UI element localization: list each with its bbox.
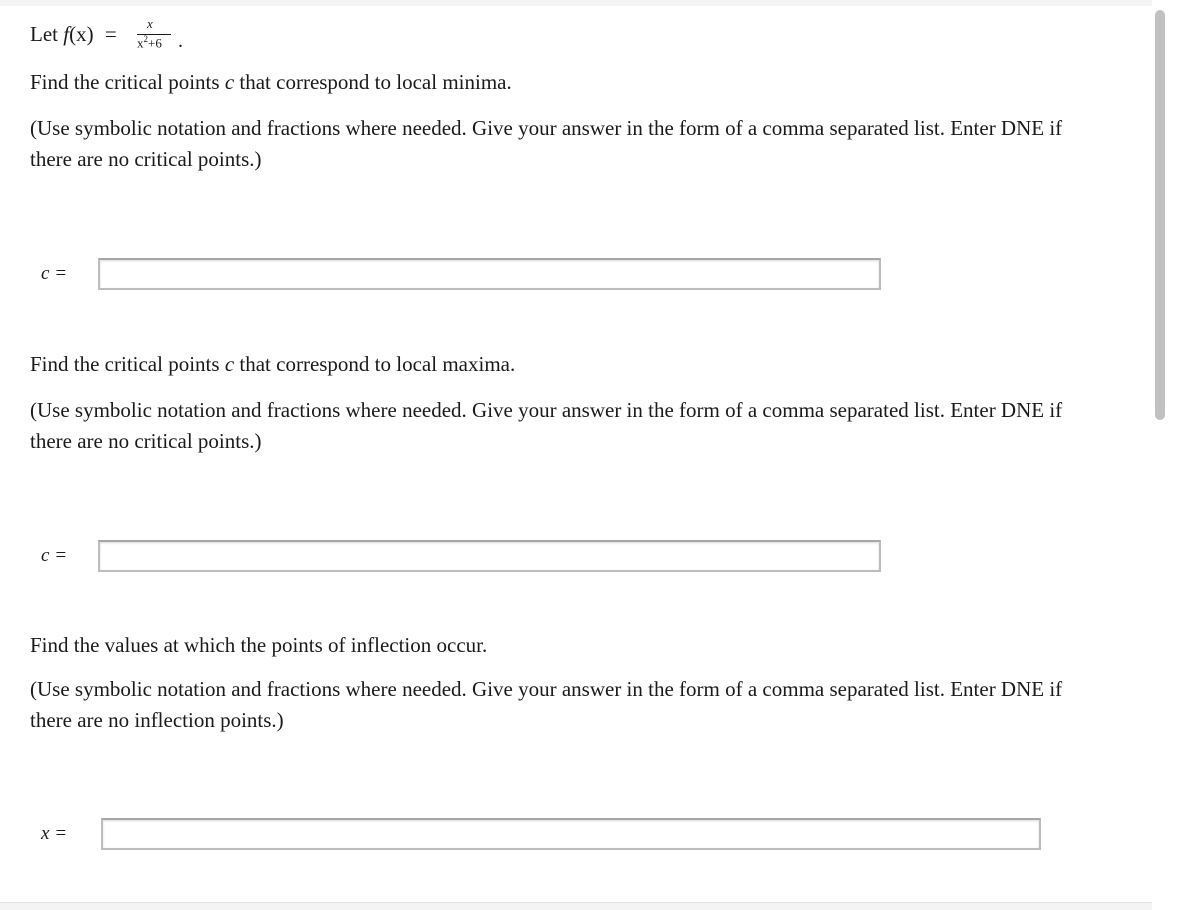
denominator-rest: +6 bbox=[148, 35, 162, 51]
function-arg: (x) bbox=[69, 22, 94, 46]
problem-statement bbox=[30, 19, 117, 50]
q1-note-line2: there are no critical points.) bbox=[30, 147, 262, 171]
denominator-exponent: 2 bbox=[143, 34, 148, 44]
q3-label-eq: = bbox=[55, 823, 67, 844]
q3-note-line1: (Use symbolic notation and fractions where needed. Give your answer in the form of a comma separated list. Enter DNE if bbox=[30, 677, 1063, 701]
q1-answer-input[interactable] bbox=[98, 258, 881, 290]
q1-prompt-before: Find the critical points bbox=[30, 70, 225, 94]
function-name: f bbox=[63, 22, 70, 46]
q2-note-line1: (Use symbolic notation and fractions where needed. Give your answer in the form of a comma separated list. Enter DNE if bbox=[30, 398, 1063, 422]
q2-label-var: c bbox=[41, 545, 50, 566]
q3-prompt: Find the values at which the points of inflection occur. bbox=[30, 633, 488, 657]
q1-prompt-after: that correspond to local minima. bbox=[234, 70, 512, 94]
q1-note-line1: (Use symbolic notation and fractions where needed. Give your answer in the form of a comma separated list. Enter DNE if bbox=[30, 116, 1063, 140]
equals-sign: = bbox=[104, 22, 117, 46]
fraction-denominator bbox=[137, 34, 162, 51]
q1-prompt-var: c bbox=[224, 70, 235, 94]
q1-label-var: c bbox=[41, 263, 50, 284]
q2-answer-input[interactable] bbox=[98, 540, 881, 572]
q1-answer-label bbox=[41, 263, 66, 285]
q3-label-var: x bbox=[41, 823, 50, 844]
scrollbar-thumb[interactable] bbox=[1155, 10, 1165, 420]
q2-answer-label bbox=[41, 545, 66, 567]
fraction-numerator: x bbox=[147, 16, 153, 31]
q1-label-eq: = bbox=[55, 263, 67, 284]
q2-note-line2: there are no critical points.) bbox=[30, 429, 262, 453]
let-text: Let bbox=[30, 22, 64, 46]
denominator-base: x bbox=[137, 35, 144, 51]
q1-prompt bbox=[30, 67, 512, 98]
q2-prompt-before: Find the critical points bbox=[30, 352, 225, 376]
q3-answer-input[interactable] bbox=[101, 818, 1041, 850]
q2-prompt-var: c bbox=[224, 352, 235, 376]
q2-prompt bbox=[30, 349, 515, 380]
q2-prompt-after: that correspond to local maxima. bbox=[234, 352, 516, 376]
q2-label-eq: = bbox=[55, 545, 67, 566]
q3-note-line2: there are no inflection points.) bbox=[30, 708, 284, 732]
statement-period: . bbox=[178, 30, 183, 52]
q3-answer-label bbox=[41, 823, 66, 845]
